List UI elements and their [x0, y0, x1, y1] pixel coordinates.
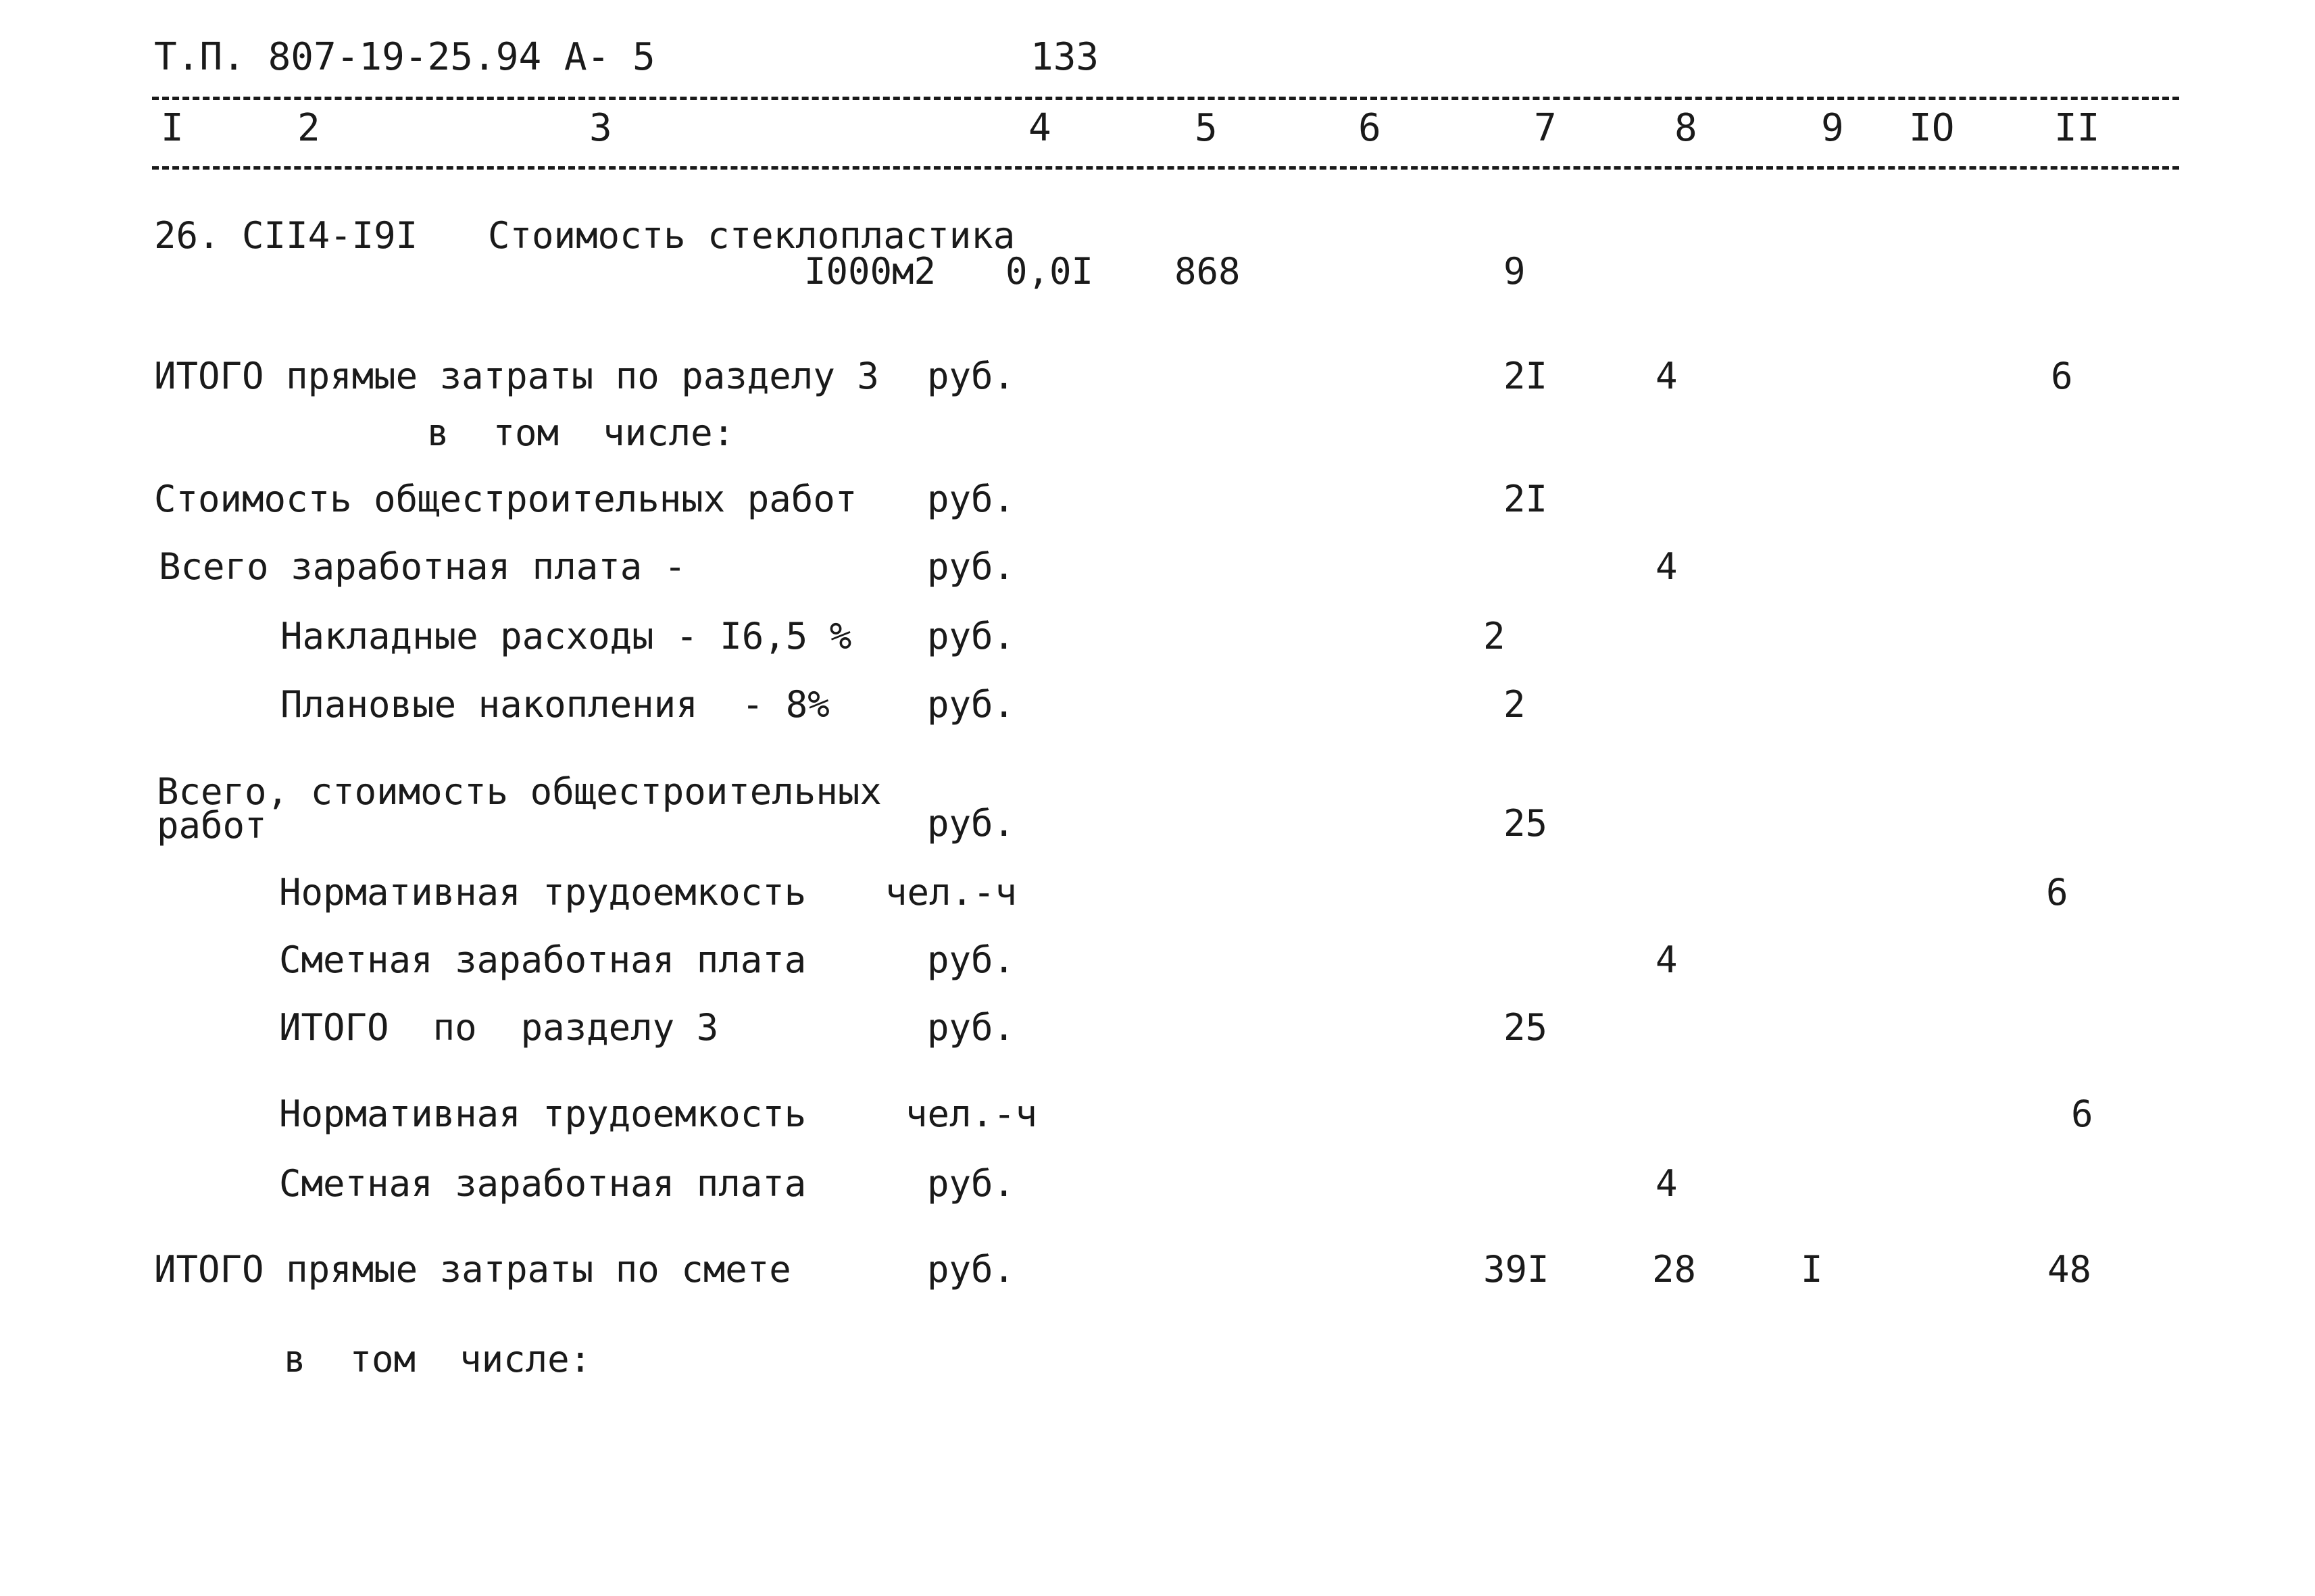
- row-col7: 9: [1503, 250, 1526, 293]
- column-number: 3: [589, 106, 612, 150]
- row-unit: руб.: [927, 1162, 1016, 1205]
- column-number: 2: [297, 106, 320, 150]
- column-number: II: [2054, 106, 2100, 150]
- column-number: 6: [1358, 106, 1381, 150]
- column-number: 8: [1674, 106, 1697, 150]
- row-unit: руб.: [927, 1006, 1016, 1049]
- row-label: Нормативная трудоемкость: [279, 871, 807, 914]
- row-label: ИТОГО прямые затраты по разделу 3: [154, 355, 879, 397]
- row-unit: чел.-ч: [885, 871, 1018, 914]
- row-unit: I000м2: [804, 250, 937, 293]
- row-label: Сметная заработная плата: [279, 1162, 807, 1205]
- row-label: в том числе:: [284, 1338, 592, 1380]
- row-quantity: 0,0I: [1005, 250, 1094, 293]
- row-col8: 28: [1652, 1248, 1697, 1291]
- row-unit: руб.: [927, 1248, 1016, 1291]
- row-unit: руб.: [927, 355, 1016, 397]
- row-col9: I: [1801, 1248, 1823, 1291]
- page-number: 133: [1030, 35, 1099, 79]
- row-col7: 25: [1503, 802, 1548, 845]
- row-col7: 39I: [1483, 1248, 1549, 1291]
- column-number: 9: [1821, 106, 1844, 150]
- row-col7: 2I: [1503, 478, 1548, 520]
- row-label: Всего заработная плата -: [159, 545, 687, 588]
- row-label: ИТОГО по разделу 3: [279, 1006, 719, 1049]
- header-rule-top: [152, 97, 2179, 100]
- row-col8: 4: [1656, 545, 1678, 588]
- column-number: I: [161, 106, 184, 150]
- row-unit: руб.: [927, 802, 1016, 845]
- row-label: Нормативная трудоемкость: [279, 1093, 807, 1135]
- row-label: Накладные расходы - I6,5 %: [280, 615, 852, 657]
- row-label: Всего, стоимость общестроительных: [157, 770, 882, 813]
- row-col7: 2: [1483, 615, 1505, 657]
- row-col8: 4: [1656, 1162, 1678, 1205]
- row-unit: руб.: [927, 545, 1016, 588]
- row-label: ИТОГО прямые затраты по смете: [154, 1248, 791, 1291]
- row-unit: руб.: [927, 939, 1016, 981]
- row-col11: 6: [2071, 1093, 2093, 1135]
- header-rule-bottom: [152, 166, 2179, 170]
- document-code: Т.П. 807-19-25.94 А- 5: [154, 35, 655, 79]
- row-col11: 6: [2051, 355, 2073, 397]
- row-price: 868: [1174, 250, 1241, 293]
- column-number: 4: [1028, 106, 1051, 150]
- row-unit: чел.-ч: [905, 1093, 1038, 1135]
- row-unit: руб.: [927, 478, 1016, 520]
- row-unit: руб.: [927, 615, 1016, 657]
- row-label: 26. СII4-I9I: [154, 214, 418, 257]
- row-col8: 4: [1656, 355, 1678, 397]
- row-label: в том числе:: [427, 412, 735, 454]
- column-number: IO: [1909, 106, 1955, 150]
- row-unit: руб.: [927, 683, 1016, 726]
- row-col7: 25: [1503, 1006, 1548, 1049]
- row-label: Стоимость общестроительных работ: [154, 478, 857, 520]
- row-col8: 4: [1656, 939, 1678, 981]
- column-number: 7: [1534, 106, 1557, 150]
- row-label-continued: работ: [157, 804, 267, 847]
- row-col7: 2: [1503, 683, 1526, 726]
- row-col11: 6: [2046, 871, 2068, 914]
- row-text: Стоимость стеклопластика: [488, 214, 1016, 257]
- row-label: Сметная заработная плата: [279, 939, 807, 981]
- column-number: 5: [1195, 106, 1218, 150]
- row-label: Плановые накопления - 8%: [280, 683, 830, 726]
- row-col11: 48: [2047, 1248, 2092, 1291]
- row-col7: 2I: [1503, 355, 1548, 397]
